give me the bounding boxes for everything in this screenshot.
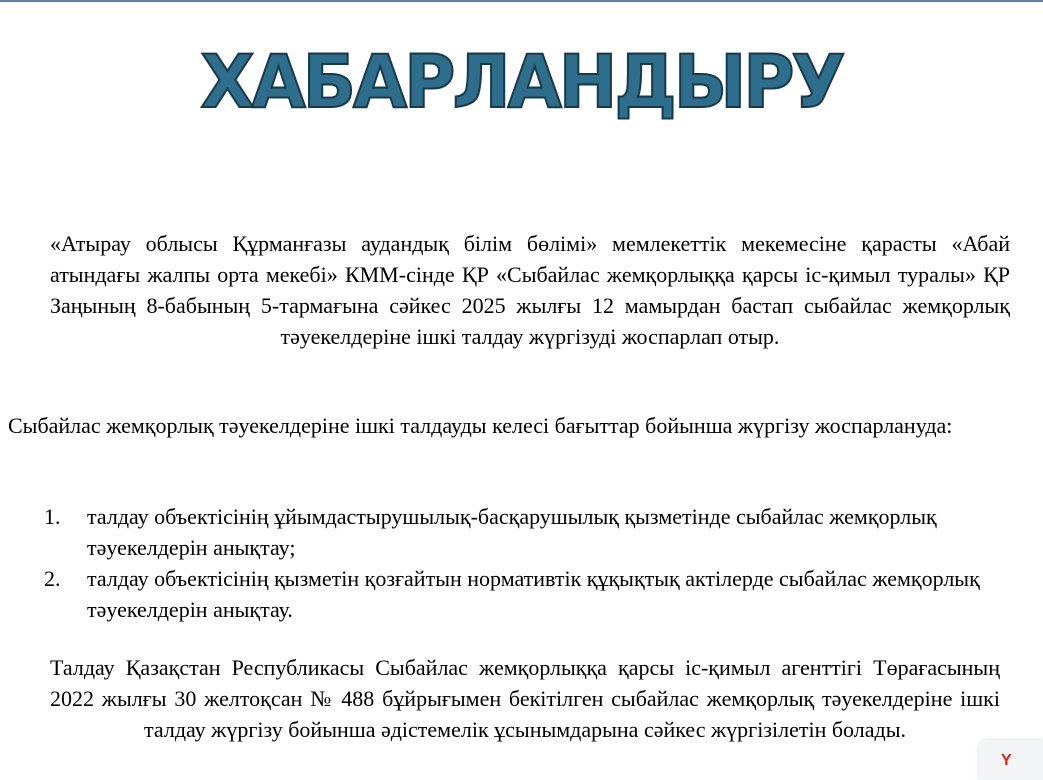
directions-list (40, 501, 1030, 625)
list-item (40, 501, 1030, 563)
closing-paragraph: Талдау Қазақстан Республикасы Сыбайлас жемқорлыққа қарсы іс-қимыл агенттігі Төрағасының 2022 жылғы 30 желтоқсан № 488 бұйрығымен бекітілген сыбайлас жемқорлық тәуекелдеріне ішкі талдау жүргізу бойынша әдістемелік ұсынымдарына сәйкес жүргізілетін болады. (50, 655, 1000, 742)
list-item (40, 563, 1030, 625)
corner-widget-button[interactable] (979, 740, 1043, 780)
top-border-line (0, 0, 1043, 2)
directions-lead-paragraph: Сыбайлас жемқорлық тәуекелдеріне ішкі талдауды келесі бағыттар бойынша жүргізу жоспарлануда: (8, 413, 953, 438)
list-item-text: талдау объектісінің қызметін қозғайтын нормативтік құқықтық актілерде сыбайлас жемқорлық тәуекелдерін анықтау. (87, 566, 980, 622)
announcement-title: ХАБАРЛАНДЫРУ (200, 38, 843, 126)
list-item-number: 1. (44, 504, 61, 529)
list-item-number: 2. (44, 566, 61, 591)
intro-paragraph: «Атырау облысы Құрманғазы аудандық білім бөлімі» мемлекеттік мекемесіне қарасты «Абай атындағы жалпы орта мекебі» КММ-сінде ҚР «Сыбайлас жемқорлыққа қарсы іс-қимыл туралы» ҚР Заңының 8-бабының 5-тармағына сәйкес 2025 жылғы 12 мамырдан бастап сыбайлас жемқорлық тәуекелдеріне ішкі талдау жүргізуді жоспарлап отыр. (50, 231, 1010, 349)
yandex-logo-icon: Y (1001, 752, 1012, 769)
list-item-text: талдау объектісінің ұйымдастырушылық-басқарушылық қызметінде сыбайлас жемқорлық тәуекелдерін анықтау; (87, 504, 937, 560)
